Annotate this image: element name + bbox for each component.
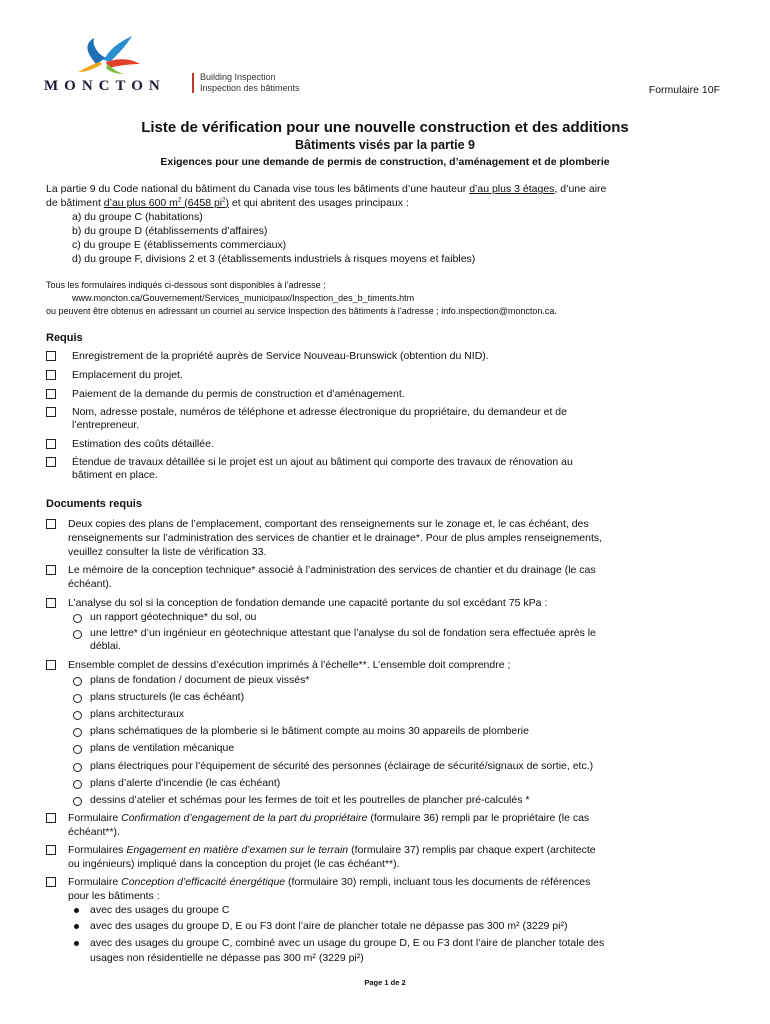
doc-subitem: dessins d’atelier et schémas pour les fermes de toit et les poutrelles de plancher pré-calculés *	[90, 794, 530, 806]
circle-bullet-icon	[73, 763, 82, 772]
requis-item: Étendue de travaux détaillée si le projet est un ajout au bâtiment qui comporte des travaux de rénovation au	[72, 456, 573, 468]
circle-bullet-icon	[73, 728, 82, 737]
forms-note-url[interactable]: www.moncton.ca/Gouvernement/Services_municipaux/Inspection_des_b_timents.htm	[72, 293, 415, 303]
page-subsubtitle: Exigences pour une demande de permis de construction, d’aménagement et de plomberie	[160, 156, 610, 168]
moncton-logo	[44, 34, 324, 96]
doc-item: Formulaires Engagement en matière d’examen sur le terrain (formulaire 37) remplis par chaque expert (architecte	[68, 844, 596, 856]
checkbox[interactable]	[46, 877, 56, 887]
doc-subitem: avec des usages du groupe C, combiné avec un usage du groupe D, E ou F3 dont l’aire de plancher totale des	[90, 937, 605, 949]
requis-item: Estimation des coûts détaillée.	[72, 438, 214, 450]
doc-item: Formulaire Confirmation d’engagement de la part du propriétaire (formulaire 36) rempli par le propriétaire (le cas	[68, 812, 590, 824]
checkbox[interactable]	[46, 407, 56, 417]
bullet-icon	[74, 924, 79, 929]
page-footer: Page 1 de 2	[364, 978, 406, 987]
documents-heading: Documents requis	[46, 498, 142, 510]
circle-bullet-icon	[73, 780, 82, 789]
requis-item: Paiement de la demande du permis de construction et d’aménagement.	[72, 388, 405, 400]
logo-divider	[192, 73, 194, 93]
doc-item: Le mémoire de la conception technique* associé à l’administration des services de chantier et du drainage (le cas	[68, 564, 596, 576]
checkbox[interactable]	[46, 660, 56, 670]
requis-item-cont: bâtiment en place.	[72, 469, 158, 481]
page-subtitle: Bâtiments visés par la partie 9	[295, 138, 475, 152]
checkbox[interactable]	[46, 565, 56, 575]
doc-item-cont: pour les bâtiments :	[68, 890, 160, 902]
circle-bullet-icon	[73, 797, 82, 806]
bullet-icon	[74, 941, 79, 946]
doc-item-cont: veuillez consulter la liste de vérification 33.	[68, 546, 267, 558]
doc-item: Deux copies des plans de l’emplacement, comportant des renseignements sur le zonage et, le cas échéant, des	[68, 518, 589, 530]
checkbox[interactable]	[46, 439, 56, 449]
doc-item-cont: échéant**).	[68, 826, 120, 838]
logo-line-2: Inspection des bâtiments	[200, 83, 300, 93]
intro-item: a) du groupe C (habitations)	[72, 211, 203, 223]
requis-item: Nom, adresse postale, numéros de téléphone et adresse électronique du propriétaire, du demandeur et de	[72, 406, 567, 418]
doc-subitem-cont: déblai.	[90, 640, 121, 652]
checkbox[interactable]	[46, 845, 56, 855]
requis-item: Emplacement du projet.	[72, 369, 183, 381]
doc-item-cont: ou ingénieurs) impliqué dans la conception du projet (le cas échéant**).	[68, 858, 400, 870]
requis-item: Enregistrement de la propriété auprès de Service Nouveau-Brunswick (obtention du NID).	[72, 350, 489, 362]
doc-subitem-cont: usages non résidentielle ne dépasse pas 300 m² (3229 pi²)	[90, 952, 364, 964]
circle-bullet-icon	[73, 630, 82, 639]
doc-subitem: plans structurels (le cas échéant)	[90, 691, 245, 703]
doc-item-cont: renseignements sur l’administration des services de chantier et le drainage*. Pour de plus amples renseignements,	[68, 532, 603, 544]
doc-subitem: une lettre* d’un ingénieur en géotechnique attestant que l’analyse du sol de fondation sera effectuée après le	[90, 627, 596, 639]
doc-item: Formulaire Conception d’efficacité énergétique (formulaire 30) rempli, incluant tous les documents de références	[68, 876, 591, 888]
logo-wordmark: MONCTON	[44, 78, 166, 94]
checkbox[interactable]	[46, 389, 56, 399]
doc-subitem: plans schématiques de la plomberie si le bâtiment compte au moins 30 appareils de plomberie	[90, 725, 529, 737]
bullet-icon	[74, 908, 79, 913]
checkbox[interactable]	[46, 370, 56, 380]
checkbox[interactable]	[46, 598, 56, 608]
circle-bullet-icon	[73, 694, 82, 703]
requis-heading: Requis	[46, 332, 83, 344]
circle-bullet-icon	[73, 677, 82, 686]
intro-item: b) du groupe D (établissements d’affaires)	[72, 225, 268, 237]
page-title: Liste de vérification pour une nouvelle construction et des additions	[141, 119, 629, 136]
intro-item: c) du groupe E (établissements commerciaux)	[72, 239, 287, 251]
doc-subitem: un rapport géotechnique* du sol, ou	[90, 611, 257, 623]
doc-subitem: avec des usages du groupe C	[90, 904, 230, 916]
form-number: Formulaire 10F	[648, 84, 720, 96]
checkbox[interactable]	[46, 457, 56, 467]
forms-note-line-1: Tous les formulaires indiqués ci-dessous sont disponibles à l’adresse ;	[46, 280, 326, 290]
doc-subitem: avec des usages du groupe D, E ou F3 dont l’aire de plancher totale ne dépasse pas 300 m² (3229 pi²)	[90, 920, 568, 932]
doc-subitem: plans électriques pour l’équipement de sécurité des personnes (éclairage de sécurité/signaux de sortie, etc.)	[90, 760, 594, 772]
checkbox[interactable]	[46, 351, 56, 361]
doc-subitem: plans d’alerte d’incendie (le cas échéant)	[90, 777, 281, 789]
circle-bullet-icon	[73, 614, 82, 623]
logo-line-1: Building Inspection	[200, 72, 276, 82]
intro-item: d) du groupe F, divisions 2 et 3 (établissements industriels à risques moyens et faibles)	[72, 253, 476, 265]
doc-item: Ensemble complet de dessins d’exécution imprimés à l’échelle**. L’ensemble doit comprendre ;	[68, 659, 511, 671]
circle-bullet-icon	[73, 711, 82, 720]
doc-item: L’analyse du sol si la conception de fondation demande une capacité portante du sol excédant 75 kPa :	[68, 597, 548, 609]
intro-line-2: de bâtiment d’au plus 600 $m^2$ (6458 $pi^2$) et qui abritent des usages principaux :	[46, 197, 409, 209]
doc-subitem: plans de fondation / document de pieux vissés*	[90, 674, 310, 686]
intro-line-1: La partie 9 du Code national du bâtiment du Canada vise tous les bâtiments d’une hauteur d’au plus 3 étages, d’une aire	[46, 183, 607, 195]
logo-subtitle	[200, 72, 300, 94]
circle-bullet-icon	[73, 745, 82, 754]
checkbox[interactable]	[46, 813, 56, 823]
forms-note-line-3: ou peuvent être obtenus en adressant un courriel au service Inspection des bâtiments à l’adresse ; info.inspection@moncton.ca.	[46, 306, 557, 316]
doc-item-cont: échéant).	[68, 578, 112, 590]
requis-item-cont: l’entrepreneur.	[72, 419, 140, 431]
doc-subitem: plans architecturaux	[90, 708, 184, 720]
doc-subitem: plans de ventilation mécanique	[90, 742, 235, 754]
checkbox[interactable]	[46, 519, 56, 529]
bird-icon	[66, 34, 156, 78]
